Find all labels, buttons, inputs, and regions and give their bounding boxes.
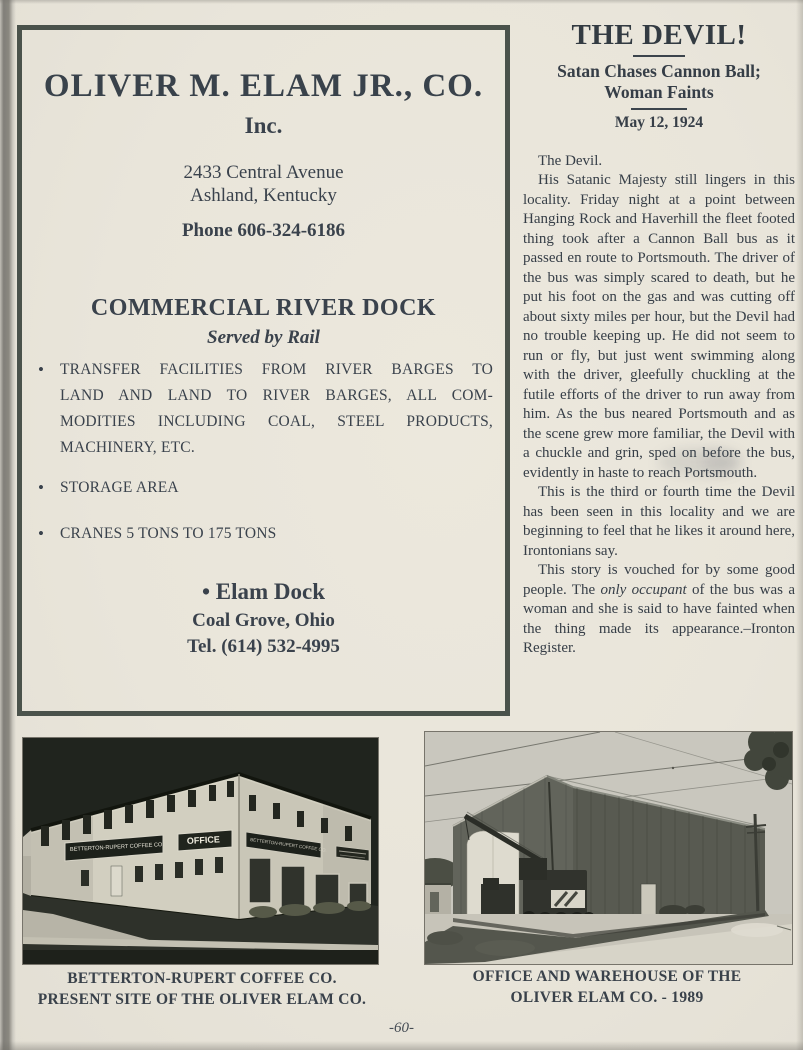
warehouse-illustration (425, 732, 792, 964)
subtitle-rule (631, 108, 687, 110)
side-sign: BETTERTON-RUPERT COFFEE CO. (249, 837, 328, 853)
street (23, 950, 378, 964)
dock-feature-list (22, 357, 505, 547)
story-paragraph-3: This is the third or fourth time the Devil has been seen in this locality and we are beginning to feel that he likes it around here, Irontonians say. (523, 484, 795, 559)
bullet-icon: • (38, 360, 45, 379)
subtitle-line2: Woman Faints (604, 81, 714, 102)
elam-advertisement-box (17, 25, 510, 716)
subtitle-line1: Satan Chases Cannon Ball; (557, 60, 761, 81)
elam-dock-location: Coal Grove, Ohio (192, 610, 335, 631)
warehouse-side-door (641, 884, 656, 918)
bullet-transfer-text: TRANSFER FACILITIES FROM RIVER BARGES TO LAND AND LAND TO RIVER BARGES, ALL COM- MODITIES INCLUDING COAL, STEEL PRODUCTS, MACHINERY, ETC. (60, 361, 493, 456)
company-name: OLIVER M. ELAM JR., CO. (43, 68, 484, 104)
caption-warehouse-line1: OFFICE AND WAREHOUSE OF THE (472, 968, 742, 985)
bullet-transfer-facilities (38, 357, 493, 461)
title-rule (633, 55, 685, 57)
address-line2: Ashland, Kentucky (190, 185, 337, 206)
photo-elam-warehouse (424, 731, 793, 965)
devil-story-column (523, 20, 795, 659)
story-body (523, 152, 795, 659)
company-inc: Inc. (244, 113, 283, 138)
story-date: May 12, 1924 (614, 113, 704, 131)
bullet-cranes-text: CRANES 5 TONS TO 175 TONS (60, 525, 277, 542)
caption-betterton-line1: BETTERTON-RUPERT COFFEE CO. (67, 970, 337, 987)
bullet-icon: • (38, 524, 45, 543)
page-number: -60- (389, 1020, 414, 1036)
story-paragraph-2: His Satanic Majesty still lingers in this locality. Friday night at a point between Hanging Rock and Haverhill the fleet footed thing took after a Cannon Ball bus as it passed en route to Portsmouth. The driver of the bus was simply scared to death, but he put his foot on the gas and was cutting off about sixty miles per hour, but the Devil had no trouble keeping up. He did not seem to run or fly, but just went swimming along with the driver, gleefully chuckling at the futile efforts of the driver to run away from him. As the bus neared Portsmouth and as the scene grew more familiar, the Devil with a chuckle and grin, sped on before the bus, evidently in haste to reach Portsmouth. (523, 172, 795, 481)
caption-betterton-line2: PRESENT SITE OF THE OLIVER ELAM CO. (37, 990, 367, 1008)
photo-betterton-building (22, 737, 379, 965)
office-sign: OFFICE (186, 834, 221, 846)
building-door (111, 866, 122, 896)
betterton-building-illustration (23, 738, 378, 964)
caption-warehouse (418, 967, 796, 1008)
story-subtitle (523, 61, 795, 103)
story-title: THE DEVIL! (571, 19, 747, 51)
scan-edge-right (796, 0, 803, 1050)
dock-heading: COMMERCIAL RIVER DOCK (90, 295, 437, 321)
bullet-icon: • (38, 478, 45, 497)
dock-subheading: Served by Rail (207, 327, 320, 348)
caption-warehouse-line2: OLIVER ELAM CO. - 1989 (510, 988, 704, 1006)
caption-betterton (16, 969, 388, 1010)
scan-edge-left (0, 0, 16, 1050)
bullet-cranes (38, 521, 493, 547)
elam-dock-phone: Tel. (614) 532-4995 (187, 636, 340, 657)
story-paragraph-4: This story is vouched for by some good people. The only occupant of the bus was a woman and she is said to have fainted when the thing made its appearance.–Ironton Register. (523, 562, 795, 657)
bullet-storage-area (38, 475, 493, 501)
bullet-storage-text: STORAGE AREA (60, 479, 179, 496)
scan-edge-top (0, 0, 803, 4)
elam-dock-name: • Elam Dock (201, 579, 326, 604)
coffee-co-sign: BETTERTON-RUPERT COFFEE CO. (69, 842, 165, 853)
story-paragraph-1: The Devil. (538, 152, 603, 169)
company-address (22, 161, 505, 207)
scan-edge-bottom (0, 1041, 803, 1050)
company-phone: Phone 606-324-6186 (181, 220, 346, 241)
address-line1: 2433 Central Avenue (183, 162, 344, 183)
